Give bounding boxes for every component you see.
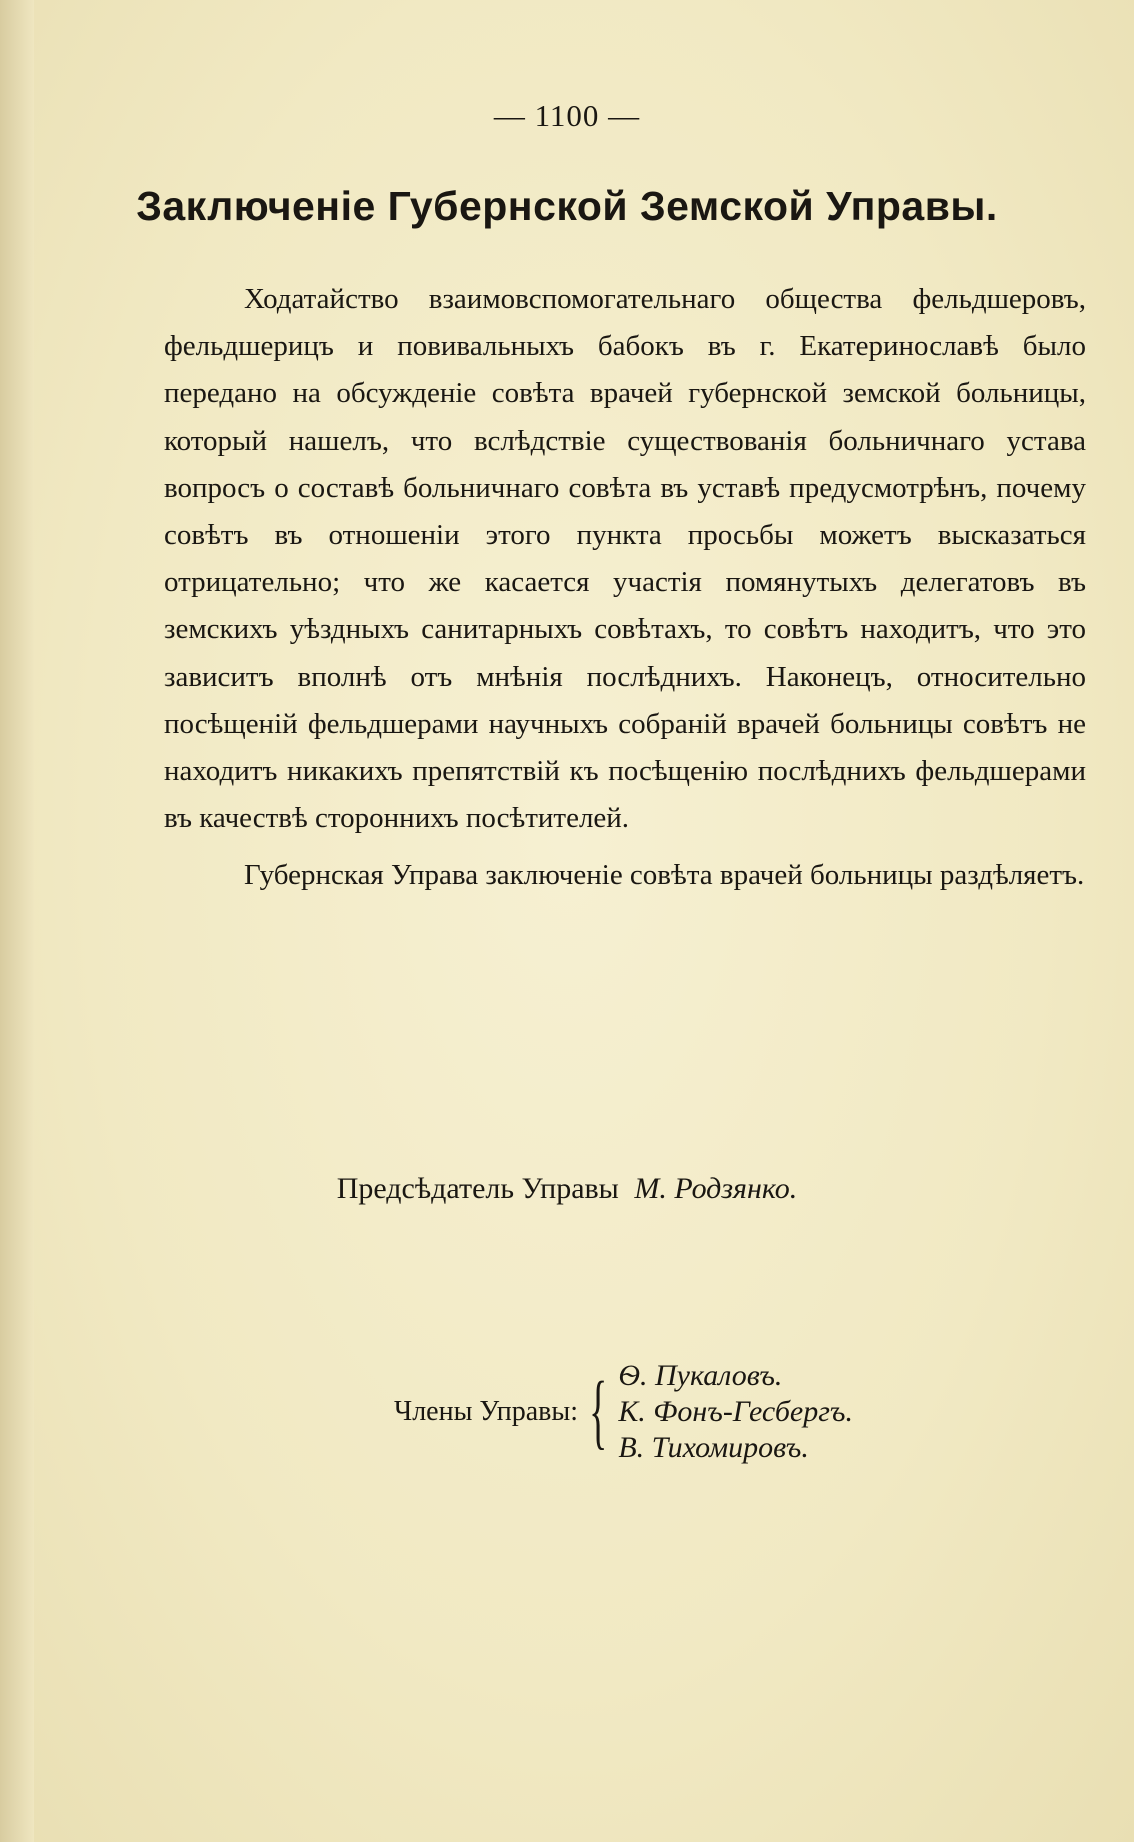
chairman-label: Предсѣдатель Управы [336, 1172, 619, 1205]
chairman-name: М. Родзянко. [634, 1172, 798, 1205]
paragraph-conclusion: Губернская Управа заключеніе совѣта врачей больницы раздѣляетъ. [244, 859, 1085, 892]
member-name: К. Фонъ-Гесбергъ. [618, 1395, 853, 1428]
section-title: Заключеніе Губернской Земской Управы. [136, 183, 998, 229]
brace-glyph: { [589, 1365, 608, 1458]
chairman-signature [0, 1172, 1134, 1206]
members-list [618, 1358, 853, 1466]
page-number: — 1100 — [493, 98, 641, 133]
member-name: В. Тихомировъ. [618, 1431, 809, 1464]
page-binding-edge [0, 0, 34, 1842]
paragraph-petition: Ходатайство взаимовспомогательнаго общества фельдшеровъ, фельдшерицъ и повивальныхъ бабокъ въ г. Екатеринославѣ было передано на обсужденіе совѣта врачей губернской земской больницы, который нашелъ, что вслѣдствіе существованія больничнаго устава вопросъ о составѣ больничнаго совѣта въ уставѣ предусмотрѣнъ, почему совѣтъ въ отношеніи этого пункта просьбы можетъ высказаться отрицательно; что же касается участія помянутыхъ делегатовъ въ земскихъ уѣздныхъ санитарныхъ совѣтахъ, то совѣтъ находитъ, что это зависитъ вполнѣ отъ мнѣнія послѣднихъ. Наконецъ, относительно посѣщеній фельдшерами научныхъ собраній врачей больницы совѣтъ не находитъ никакихъ препятствій къ посѣщенію послѣднихъ фельдшерами въ качествѣ стороннихъ посѣтителей. [164, 283, 1086, 835]
body-text [164, 276, 1086, 900]
member-name: Ѳ. Пукаловъ. [618, 1359, 783, 1392]
members-label: Члены Управы: [394, 1396, 578, 1427]
board-members [394, 1358, 853, 1466]
